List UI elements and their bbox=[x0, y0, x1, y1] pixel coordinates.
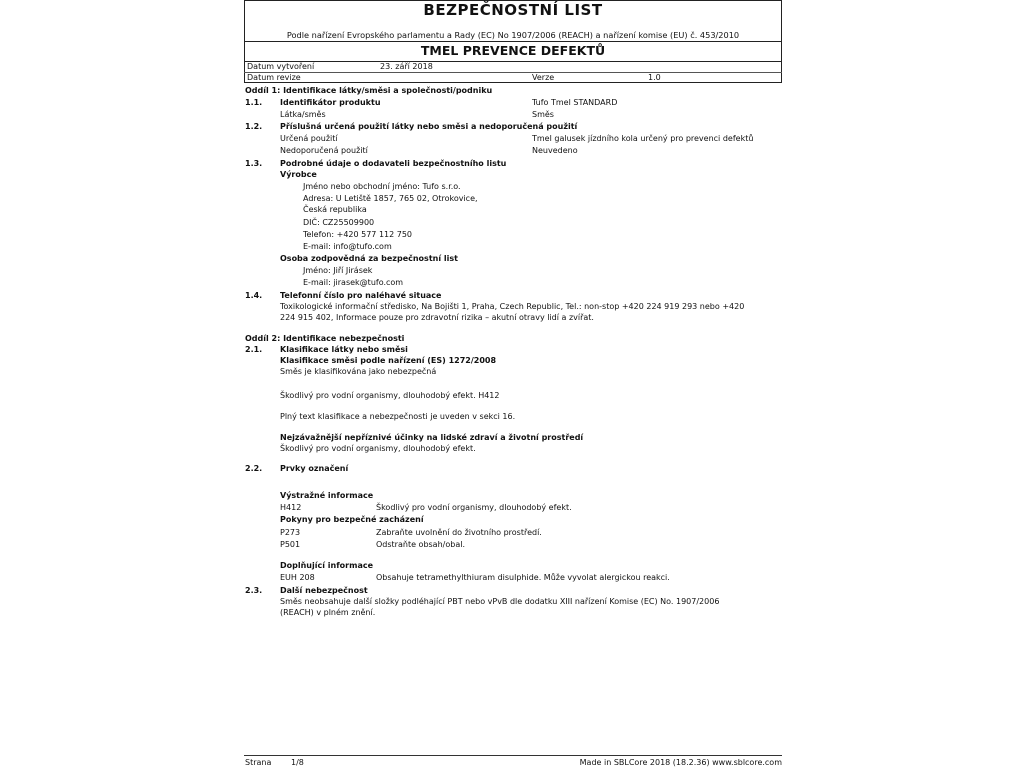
euh208-text: Obsahuje tetramethylthiuram disulphide. Může vyvolat alergickou reakci. bbox=[376, 573, 670, 582]
s12-title: Příslušná určená použití látky nebo směsi a nedoporučená použití bbox=[280, 122, 578, 131]
s21-adverse-title: Nejzávažnější nepříznivé účinky na lidské zdraví a životní prostředí bbox=[280, 433, 584, 442]
euh208-code: EUH 208 bbox=[280, 573, 315, 582]
s22-title: Prvky označení bbox=[280, 464, 349, 473]
page-number: 1/8 bbox=[291, 758, 304, 767]
regulation-subtitle: Podle nařízení Evropského parlamentu a Rady (EC) No 1907/2006 (REACH) a nařízení komise (EU) č. 453/2010 bbox=[286, 30, 740, 40]
s23-title: Další nebezpečnost bbox=[280, 586, 368, 595]
p501-text: Odstraňte obsah/obal. bbox=[376, 540, 465, 549]
manufacturer-label: Výrobce bbox=[280, 170, 317, 179]
manufacturer-address-2: Česká republika bbox=[303, 205, 367, 214]
s11-title: Identifikátor produktu bbox=[280, 98, 381, 107]
manufacturer-dic: DIČ: CZ25509900 bbox=[303, 218, 375, 227]
s11-value: Tufo Tmel STANDARD bbox=[532, 98, 618, 107]
s22-number: 2.2. bbox=[245, 464, 263, 473]
product-name: TMEL PREVENCE DEFEKTŮ bbox=[420, 43, 606, 58]
manufacturer-name: Jméno nebo obchodní jméno: Tufo s.r.o. bbox=[303, 182, 461, 191]
s12-notuse-value: Neuvedeno bbox=[532, 146, 578, 155]
s11-number: 1.1. bbox=[245, 98, 263, 107]
s21-title: Klasifikace látky nebo směsi bbox=[280, 345, 408, 354]
s14-number: 1.4. bbox=[245, 291, 263, 300]
s23-number: 2.3. bbox=[245, 586, 263, 595]
footer-made-in: Made in SBLCore 2018 (18.2.36) www.sblcore.com bbox=[579, 758, 782, 767]
s12-use-value: Tmel galusek jízdního kola určený pro prevenci defektů bbox=[532, 134, 754, 143]
s14-title: Telefonní číslo pro naléhavé situace bbox=[280, 291, 442, 300]
s21-subtitle: Klasifikace směsi podle nařízení (ES) 1272/2008 bbox=[280, 356, 497, 365]
s23-line-2: (REACH) v plném znění. bbox=[280, 608, 376, 617]
section2-heading: Oddíl 2: Identifikace nebezpečnosti bbox=[245, 334, 405, 343]
h412-text: Škodlivý pro vodní organismy, dlouhodobý efekt. bbox=[376, 503, 572, 512]
s12-notuse-label: Nedoporučená použití bbox=[280, 146, 368, 155]
supplement-title: Doplňující informace bbox=[280, 561, 374, 570]
p273-code: P273 bbox=[280, 528, 301, 537]
s12-use-label: Určená použití bbox=[280, 134, 338, 143]
s12-number: 1.2. bbox=[245, 122, 263, 131]
hazard-statements-title: Výstražné informace bbox=[280, 491, 374, 500]
version-value: 1.0 bbox=[648, 73, 661, 82]
s11-sub-value: Směs bbox=[532, 110, 554, 119]
s13-number: 1.3. bbox=[245, 159, 263, 168]
precaution-title: Pokyny pro bezpečné zacházení bbox=[280, 515, 424, 524]
s21-classified: Směs je klasifikována jako nebezpečná bbox=[280, 367, 437, 376]
created-value: 23. září 2018 bbox=[380, 62, 433, 71]
manufacturer-phone: Telefon: +420 577 112 750 bbox=[303, 230, 413, 239]
created-label: Datum vytvoření bbox=[247, 62, 315, 71]
s23-line-1: Směs neobsahuje další složky podléhající PBT nebo vPvB dle dodatku XIII nařízení Komise (EC) No. 1907/2006 bbox=[280, 597, 720, 606]
responsible-email: E-mail: jirasek@tufo.com bbox=[303, 278, 404, 287]
manufacturer-email: E-mail: info@tufo.com bbox=[303, 242, 392, 251]
footer-divider bbox=[244, 755, 782, 756]
document-title: BEZPEČNOSTNÍ LIST bbox=[423, 1, 603, 19]
s13-title: Podrobné údaje o dodavateli bezpečnostního listu bbox=[280, 159, 507, 168]
p501-code: P501 bbox=[280, 540, 301, 549]
p273-text: Zabraňte uvolnění do životního prostředí. bbox=[376, 528, 542, 537]
page-label: Strana bbox=[245, 758, 272, 767]
emergency-line-1: Toxikologické informační středisko, Na Bojišti 1, Praha, Czech Republic, Tel.: non-stop +420 224 919 293 nebo +420 bbox=[280, 302, 745, 311]
revision-label: Datum revize bbox=[247, 73, 301, 82]
emergency-line-2: 224 915 402, Informace pouze pro zdravotní rizika – akutní otravy lidí a zvířat. bbox=[280, 313, 594, 322]
responsible-person-label: Osoba zodpovědná za bezpečnostní list bbox=[280, 254, 458, 263]
h412-code: H412 bbox=[280, 503, 302, 512]
section1-heading: Oddíl 1: Identifikace látky/směsi a společnosti/podniku bbox=[245, 86, 493, 95]
s21-number: 2.1. bbox=[245, 345, 263, 354]
meta-divider bbox=[244, 72, 782, 73]
s21-fulltext-note: Plný text klasifikace a nebezpečnosti je uveden v sekci 16. bbox=[280, 412, 516, 421]
s11-sub-label: Látka/směs bbox=[280, 110, 326, 119]
responsible-name: Jméno: Jiří Jirásek bbox=[303, 266, 373, 275]
version-label: Verze bbox=[532, 73, 555, 82]
manufacturer-address-1: Adresa: U Letiště 1857, 765 02, Otrokovice, bbox=[303, 194, 478, 203]
header-divider bbox=[244, 41, 782, 42]
s21-adverse-text: Škodlivý pro vodní organismy, dlouhodobý efekt. bbox=[280, 444, 476, 453]
s21-h412: Škodlivý pro vodní organismy, dlouhodobý efekt. H412 bbox=[280, 391, 500, 400]
